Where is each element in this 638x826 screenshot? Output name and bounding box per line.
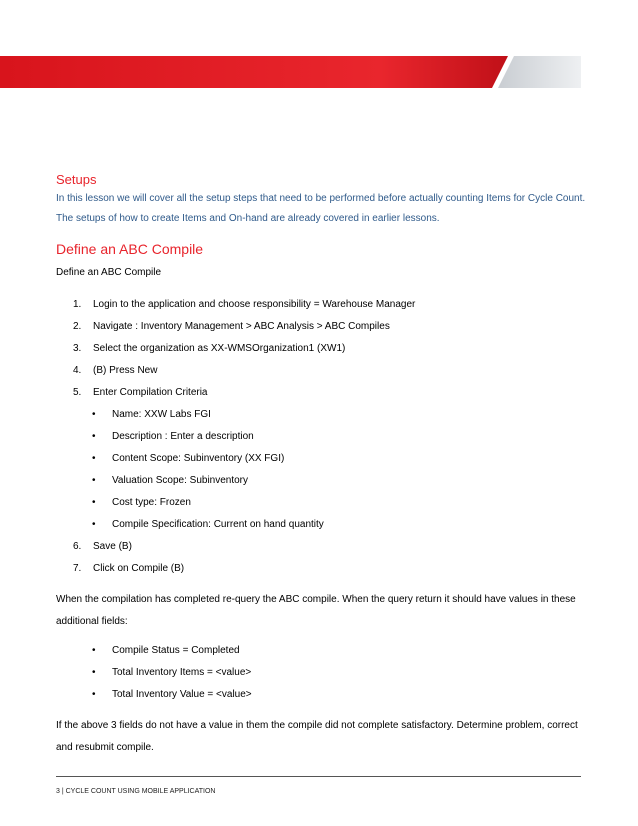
after-compile-paragraph-line1: When the compilation has completed re-query the ABC compile. When the query return it should have values in these <box>56 594 576 605</box>
step-item: 5. Enter Compilation Criteria <box>73 387 208 398</box>
criteria-bullet: • Content Scope: Subinventory (XX FGI) <box>92 453 285 464</box>
criteria-bullet: • Valuation Scope: Subinventory <box>92 475 249 486</box>
page-footer: 3 | CYCLE COUNT USING MOBILE APPLICATION <box>56 788 216 795</box>
closing-paragraph-line2: and resubmit compile. <box>56 742 154 753</box>
step-item: 2. Navigate : Inventory Management > ABC Analysis > ABC Compiles <box>73 321 390 332</box>
step-item: 1. Login to the application and choose responsibility = Warehouse Manager <box>73 299 416 310</box>
intro-paragraph-1: In this lesson we will cover all the setup steps that need to be performed before actually counting Items for Cycle Count. <box>56 193 586 204</box>
section-heading-setups: Setups <box>56 172 97 187</box>
subtitle: Define an ABC Compile <box>56 267 162 278</box>
field-bullet: • Total Inventory Value = <value> <box>92 689 252 700</box>
intro-paragraph-2: The setups of how to create Items and On-hand are already covered in earlier lessons. <box>56 213 440 224</box>
criteria-bullet: • Cost type: Frozen <box>92 497 191 508</box>
field-bullet: • Compile Status = Completed <box>92 645 240 656</box>
step-item: 6. Save (B) <box>73 541 132 552</box>
criteria-bullet: • Compile Specification: Current on hand quantity <box>92 519 324 530</box>
criteria-bullet: • Description : Enter a description <box>92 431 254 442</box>
step-item: 4. (B) Press New <box>73 365 158 376</box>
step-item: 7. Click on Compile (B) <box>73 563 185 574</box>
footer-divider <box>56 776 581 777</box>
field-bullet: • Total Inventory Items = <value> <box>92 667 252 678</box>
step-item: 3. Select the organization as XX-WMSOrganization1 (XW1) <box>73 343 346 354</box>
section-heading-abc-compile: Define an ABC Compile <box>56 241 204 257</box>
after-compile-paragraph-line2: additional fields: <box>56 616 128 627</box>
criteria-bullet: • Name: XXW Labs FGI <box>92 409 211 420</box>
header-banner <box>0 56 638 88</box>
closing-paragraph-line1: If the above 3 fields do not have a value in them the compile did not complete satisfactory. Determine problem, correct <box>56 720 578 731</box>
